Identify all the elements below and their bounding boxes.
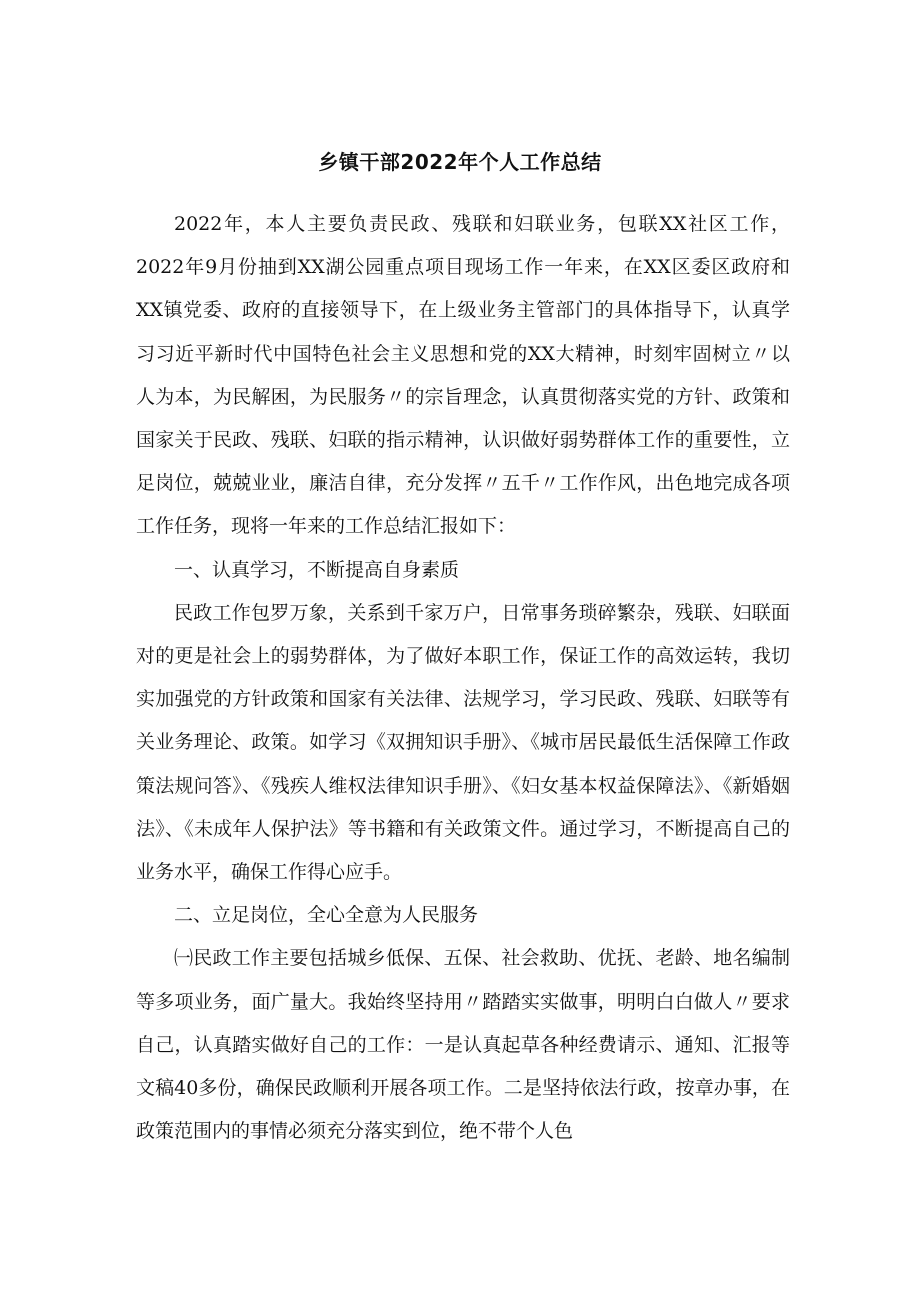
section-heading-1: 一、认真学习，不断提高自身素质 [174,558,460,581]
paragraph-intro: 2022年，本人主要负责民政、残联和妇联业务，包联XX社区工作，2022年9月份抽到XX湖公园重点项目现场工作一年来，在XX区委区政府和XX镇党委、政府的直接领导下，在上级业务主管部门的具体指导下，认真学习习近平新时代中国特色社会主义思想和党的XX大精神，时刻牢固树立〃以人为本，为民解困，为民服务〃的宗旨理念，认真贯彻落实党的方针、政策和国家关于民政、残联、妇联的指示精神，认识做好弱势群体工作的重要性，立足岗位，兢兢业业，廉洁自律，充分发挥〃五千〃工作作风，出色地完成各项工作任务，现将一年来的工作总结汇报如下： [136,213,790,538]
document-title: 乡镇干部2022年个人工作总结 [318,150,602,174]
paragraph-civil-affairs: ㈠民政工作主要包括城乡低保、五保、社会救助、优抚、老龄、地名编制等多项业务，面广量大。我始终坚持用〃踏踏实实做事，明明白白做人〃要求自己，认真踏实做好自己的工作：一是认真起草各种经费请示、通知、汇报等文稿40多份，确保民政顺利开展各项工作。二是坚持依法行政，按章办事，在政策范围内的事情必须充分落实到位，绝不带个人色 [136,947,790,1143]
section-heading-2: 二、立足岗位，全心全意为人民服务 [174,904,479,927]
paragraph-study: 民政工作包罗万象，关系到千家万户，日常事务琐碎繁杂，残联、妇联面对的更是社会上的弱势群体，为了做好本职工作，保证工作的高效运转，我切实加强党的方针政策和国家有关法律、法规学习，学习民政、残联、妇联等有关业务理论、政策。如学习《双拥知识手册》、《城市居民最低生活保障工作政策法规问答》、《残疾人维权法律知识手册》、《妇女基本权益保障法》、《新婚姻法》、《未成年人保护法》等书籍和有关政策文件。通过学习，不断提高自己的业务水平，确保工作得心应手。 [136,601,790,884]
document-body [136,203,790,1153]
